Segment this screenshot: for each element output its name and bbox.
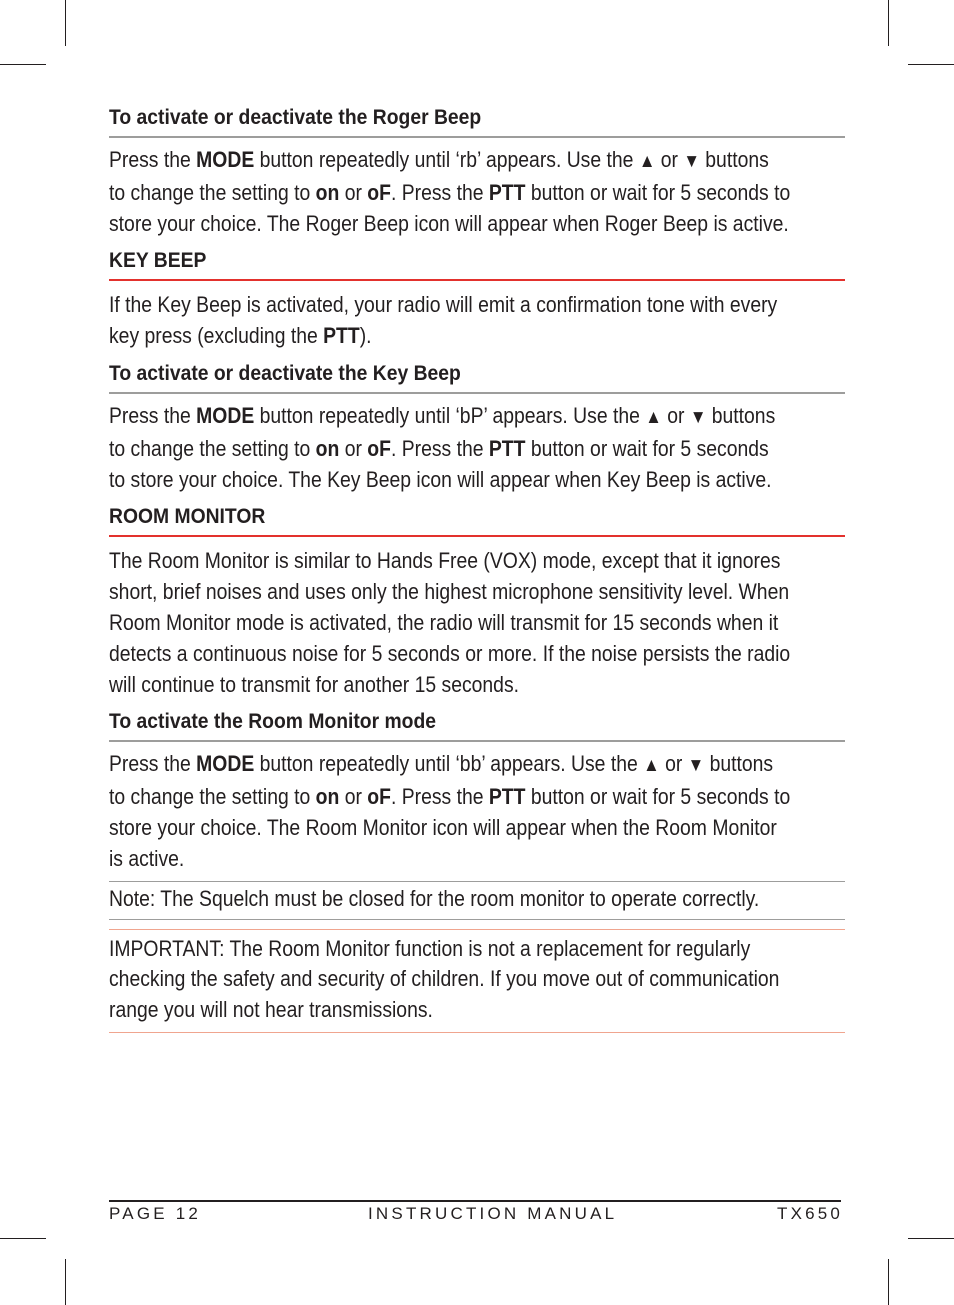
- bold-term: on: [315, 179, 340, 205]
- section-heading: To activate the Room Monitor mode: [109, 710, 437, 734]
- body-line: [109, 749, 848, 782]
- page-content: [109, 104, 845, 1033]
- heading-rule: [109, 136, 845, 138]
- text-run: Press the: [109, 147, 197, 172]
- bold-term: MODE: [196, 751, 255, 777]
- body-line: [109, 670, 848, 701]
- text-run: The Room Monitor is similar to Hands Free (VOX) mode, except that it ignores: [109, 548, 781, 574]
- text-run: store your choice. The Roger Beep icon will appear when Roger Beep is active.: [109, 210, 789, 236]
- text-run: short, brief noises and uses only the highest microphone sensitivity level. When: [109, 579, 790, 605]
- bold-term: on: [315, 784, 340, 810]
- bold-term: oF: [367, 435, 391, 461]
- text-run: key press (excluding the: [109, 323, 324, 349]
- section-body: [109, 749, 848, 874]
- heading-rule: [109, 392, 845, 394]
- body-line: [109, 546, 848, 577]
- important-rule: [109, 1032, 845, 1033]
- body-line: [109, 608, 848, 639]
- section-heading: To activate or deactivate the Roger Beep: [109, 106, 482, 129]
- section-heading: To activate or deactivate the Key Beep: [109, 361, 461, 385]
- crop-mark: [0, 1238, 46, 1239]
- text-run: buttons: [704, 751, 774, 777]
- text-run: to store your choice. The Key Beep icon will appear when Key Beep is active.: [109, 466, 772, 492]
- text-run: . Press the: [390, 435, 489, 461]
- text-run: button or wait for 5 seconds to: [525, 179, 791, 205]
- text-run: Press the: [109, 402, 197, 428]
- down-arrow-icon: ▼: [689, 406, 707, 428]
- body-line: [109, 209, 848, 240]
- text-run: or: [339, 179, 368, 205]
- text-run: . Press the: [390, 784, 489, 810]
- bold-term: on: [315, 435, 340, 461]
- crop-mark: [0, 64, 46, 65]
- text-run: buttons: [699, 147, 769, 172]
- crop-mark: [888, 1259, 889, 1305]
- important-rule: [109, 929, 845, 930]
- text-run: button repeatedly until ‘bP’ appears. Use the: [254, 402, 646, 428]
- text-run: . Press the: [390, 179, 489, 205]
- crop-mark: [65, 0, 66, 46]
- heading-rule: [109, 535, 845, 537]
- body-line: [109, 321, 848, 352]
- section-body: [109, 546, 848, 700]
- body-line: [109, 145, 848, 178]
- up-arrow-icon: ▲: [645, 406, 662, 428]
- text-run: to change the setting to: [109, 435, 316, 461]
- text-run: If the Key Beep is activated, your radio will emit a confirmation tone with every: [109, 292, 778, 318]
- text-run: or: [339, 784, 368, 810]
- text-run: is active.: [109, 845, 185, 871]
- text-run: to change the setting to: [109, 784, 316, 810]
- body-line: [109, 434, 848, 465]
- bold-term: oF: [367, 179, 391, 205]
- section-heading: ROOM MONITOR: [109, 505, 266, 529]
- down-arrow-icon: ▼: [687, 755, 705, 777]
- up-arrow-icon: ▲: [643, 755, 660, 777]
- text-run: will continue to transmit for another 15 seconds.: [109, 671, 520, 697]
- text-run: button or wait for 5 seconds to: [525, 784, 791, 810]
- text-run: or: [339, 435, 368, 461]
- bold-term: oF: [367, 784, 391, 810]
- down-arrow-icon: ▼: [683, 151, 700, 172]
- body-line: [109, 813, 848, 844]
- text-run: button or wait for 5 seconds: [525, 435, 769, 461]
- body-line: [109, 290, 848, 321]
- important-line: checking the safety and security of children. If you move out of communication: [109, 966, 780, 992]
- text-run: button repeatedly until ‘rb’ appears. Use the: [254, 147, 639, 172]
- important-text: [109, 934, 848, 1026]
- crop-mark: [65, 1259, 66, 1305]
- body-line: [109, 577, 848, 608]
- bold-term: MODE: [196, 402, 255, 428]
- text-run: or: [661, 402, 690, 428]
- text-run: Room Monitor mode is activated, the radio will transmit for 15 seconds when it: [109, 609, 779, 635]
- body-line: [109, 401, 848, 434]
- up-arrow-icon: ▲: [638, 151, 656, 172]
- bold-term: PTT: [488, 179, 526, 205]
- heading-rule: [109, 740, 845, 742]
- body-line: [109, 844, 848, 875]
- note-rule: [109, 881, 845, 882]
- text-run: detects a continuous noise for 5 seconds or more. If the noise persists the radio: [109, 640, 791, 666]
- note-rule: [109, 919, 845, 920]
- text-run: or: [659, 751, 688, 777]
- footer-title: INSTRUCTION MANUAL: [368, 1204, 618, 1223]
- heading-rule: [109, 279, 845, 281]
- text-run: store your choice. The Room Monitor icon will appear when the Room Monitor: [109, 814, 777, 840]
- important-line: range you will not hear transmissions.: [109, 997, 433, 1023]
- crop-mark: [908, 64, 954, 65]
- crop-mark: [908, 1238, 954, 1239]
- bold-term: PTT: [488, 435, 526, 461]
- section-heading: KEY BEEP: [109, 249, 207, 273]
- note-text: Note: The Squelch must be closed for the room monitor to operate correctly.: [109, 885, 760, 911]
- text-run: to change the setting to: [109, 179, 316, 205]
- bold-term: PTT: [488, 784, 526, 810]
- important-line: IMPORTANT: The Room Monitor function is not a replacement for regularly: [109, 935, 751, 961]
- body-line: [109, 178, 848, 209]
- section-body: [109, 401, 848, 495]
- bold-term: MODE: [196, 147, 255, 172]
- text-run: button repeatedly until ‘bb’ appears. Use the: [254, 751, 644, 777]
- text-run: buttons: [706, 402, 776, 428]
- body-line: [109, 639, 848, 670]
- footer-page-number: PAGE 12: [109, 1204, 202, 1223]
- bold-term: PTT: [323, 323, 360, 349]
- text-run: ).: [359, 323, 372, 349]
- text-run: or: [655, 147, 684, 172]
- text-run: Press the: [109, 751, 197, 777]
- section-body: [109, 145, 848, 239]
- section-body: [109, 290, 848, 352]
- body-line: [109, 465, 848, 496]
- footer-model: TX650: [777, 1204, 844, 1223]
- body-line: [109, 782, 848, 813]
- footer-rule: [109, 1200, 841, 1202]
- crop-mark: [888, 0, 889, 46]
